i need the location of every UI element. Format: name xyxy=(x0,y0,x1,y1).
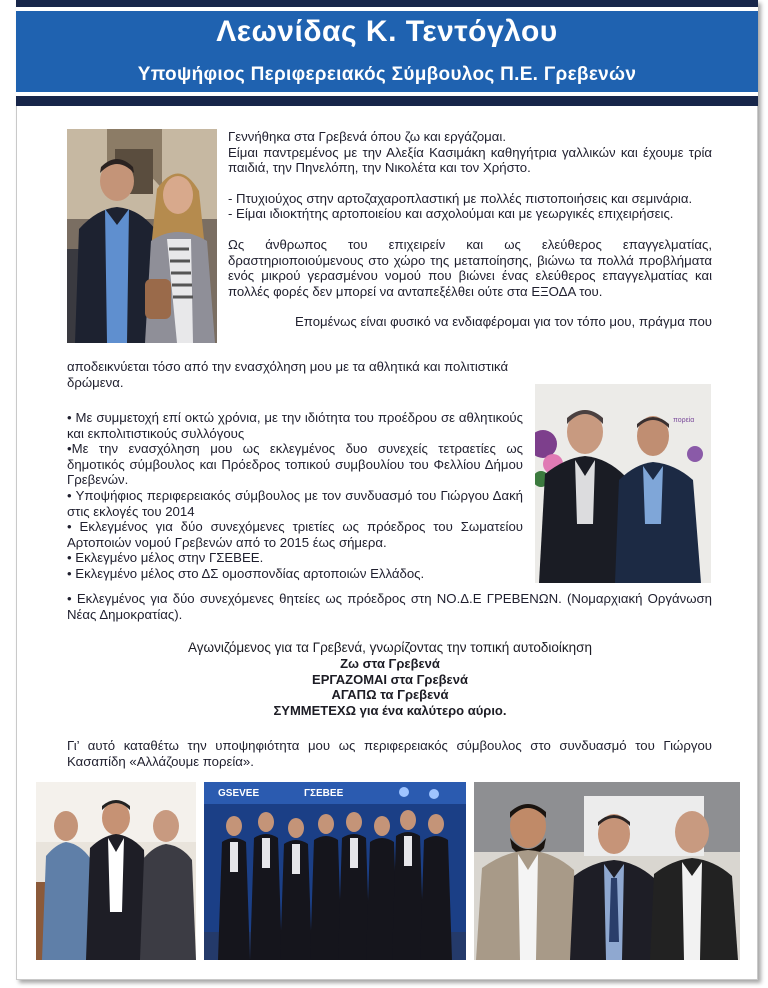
photo-bottom-center-gsevee xyxy=(204,782,466,960)
header-top-band xyxy=(16,0,758,7)
intro-paragraph-interest-line3: δρώμενα. xyxy=(67,374,124,390)
achievement-item: • Εκλεγμένο μέλος στην ΓΣΕΒΕΕ. xyxy=(67,550,264,566)
gsevee-logo-center: ΓΣΕΒΕΕ xyxy=(304,788,344,799)
photo-bottom-right xyxy=(474,782,740,960)
achievement-item: • Εκλεγμένο μέλος στο ΔΣ ομοσπονδίας αρτοποιών Ελλάδος. xyxy=(67,565,425,581)
achievements-list xyxy=(67,410,523,582)
closing-paragraph: Γι’ αυτό καταθέτω την υποψηφιότητα μου ως περιφερειακός σύμβουλος στο συνδυασμό του Γιώργου Κασαπίδη «Αλλάζουμε πορεία». xyxy=(67,738,712,769)
intro-text-block xyxy=(228,129,712,330)
motto-line-work: ΕΡΓΑΖΟΜΑΙ στα Γρεβενά xyxy=(312,671,468,687)
intro-paragraph-interest-cont xyxy=(67,359,587,390)
photo-bottom-left xyxy=(36,782,196,960)
page-title: Λεωνίδας Κ. Τεντόγλου xyxy=(216,15,558,48)
header-top-line xyxy=(16,7,758,11)
motto-line-participate: ΣΥΜΜΕΤΕΧΩ για ένα καλύτερο αύριο. xyxy=(273,703,507,719)
motto-line-love: ΑΓΑΠΩ τα Γρεβενά xyxy=(331,687,449,703)
photo-candidate-with-woman xyxy=(67,129,217,343)
photo-candidate-with-politician xyxy=(535,384,711,583)
motto-intro: Αγωνιζόμενος για τα Γρεβενά, γνωρίζοντας την τοπική αυτοδιοίκηση xyxy=(188,640,592,655)
motto-block xyxy=(40,640,740,719)
page-subtitle: Υποψήφιος Περιφερειακός Σύμβουλος Π.Ε. Γρεβενών xyxy=(137,64,637,85)
gsevee-logo-left: GSEVEE xyxy=(218,788,260,799)
intro-bullet-bakery: - Είμαι ιδιοκτήτης αρτοποιείου και ασχολούμαι και με γεωργικές επιχειρήσεις. xyxy=(228,206,674,222)
achievement-item-last: • Εκλεγμένος για δύο συνεχόμενες θητείες ως πρόεδρος στη ΝΟ.Δ.Ε ΓΡΕΒΕΝΩΝ. (Νομαρχιακή Οργάνωση Νέας Δημοκρατίας). xyxy=(67,591,712,622)
intro-line-birth: Γεννήθηκα στα Γρεβενά όπου ζω και εργάζομαι. xyxy=(228,129,506,144)
intro-paragraph-business: Ως άνθρωπος του επιχειρείν και ως ελεύθερος επαγγελματίας, δραστηριοποιούμενους στο χώρο της μεταποίησης, βιώνω τα πολλά προβλήματα ενός μικρού γερασμένου νομού που βιώνει ένας ελεύθερος επαγγελματίας και πολλές φορές δεν μπορεί να ανταπεξέλθει ούτε στα ΕΞΟΔΑ του. xyxy=(228,236,712,299)
motto-line-live: Ζω στα Γρεβενά xyxy=(340,655,440,671)
achievement-item: •Με την ενασχόληση μου ως εκλεγμένος δυο συνεχείς τετραετίες ως δημοτικός σύμβουλος και Πρόεδρος τοπικού συμβουλίου του Φελλίου Δήμου Γρεβενών. xyxy=(67,441,523,488)
achievement-item: • Με συμμετοχή επί οκτώ χρόνια, με την ιδιότητα του προέδρου σε αθλητικούς και εκπολιτιστικούς συλλόγους xyxy=(67,410,523,441)
intro-line-family: Είμαι παντρεμένος με την Αλεξία Κασιμάκη καθηγήτρια γαλλικών και έχουμε τρία παιδιά, την Πηνελόπη, την Νικολέτα και τον Χρήστο. xyxy=(228,144,712,176)
intro-bullet-degree: - Πτυχιούχος στην αρτοζαχαροπλαστική με πολλές πιστοποιήσεις και σεμινάρια. xyxy=(228,190,693,206)
intro-paragraph-interest-line1: Επομένως είναι φυσικό να ενδιαφέρομαι για τον τόπο μου, πράγμα που xyxy=(295,314,712,330)
achievement-item: • Υποψήφιος περιφερειακός σύμβουλος με τον συνδυασμό του Γιώργου Δακή στις εκλογές του 2014 xyxy=(67,487,523,519)
header-bottom-band xyxy=(16,96,758,106)
svg-text:πορεία: πορεία xyxy=(673,417,695,424)
intro-paragraph-interest-line2: αποδεικνύεται τόσο από την ενασχόληση μου με τα αθλητικά και πολιτιστικά xyxy=(67,359,509,374)
header-banner xyxy=(16,0,758,106)
achievement-item: • Εκλεγμένος για δύο συνεχόμενες τριετίες ως πρόεδρος του Σωματείου Αρτοποιών νομού Γρεβενών από το 2015 έως σήμερα. xyxy=(67,519,523,550)
